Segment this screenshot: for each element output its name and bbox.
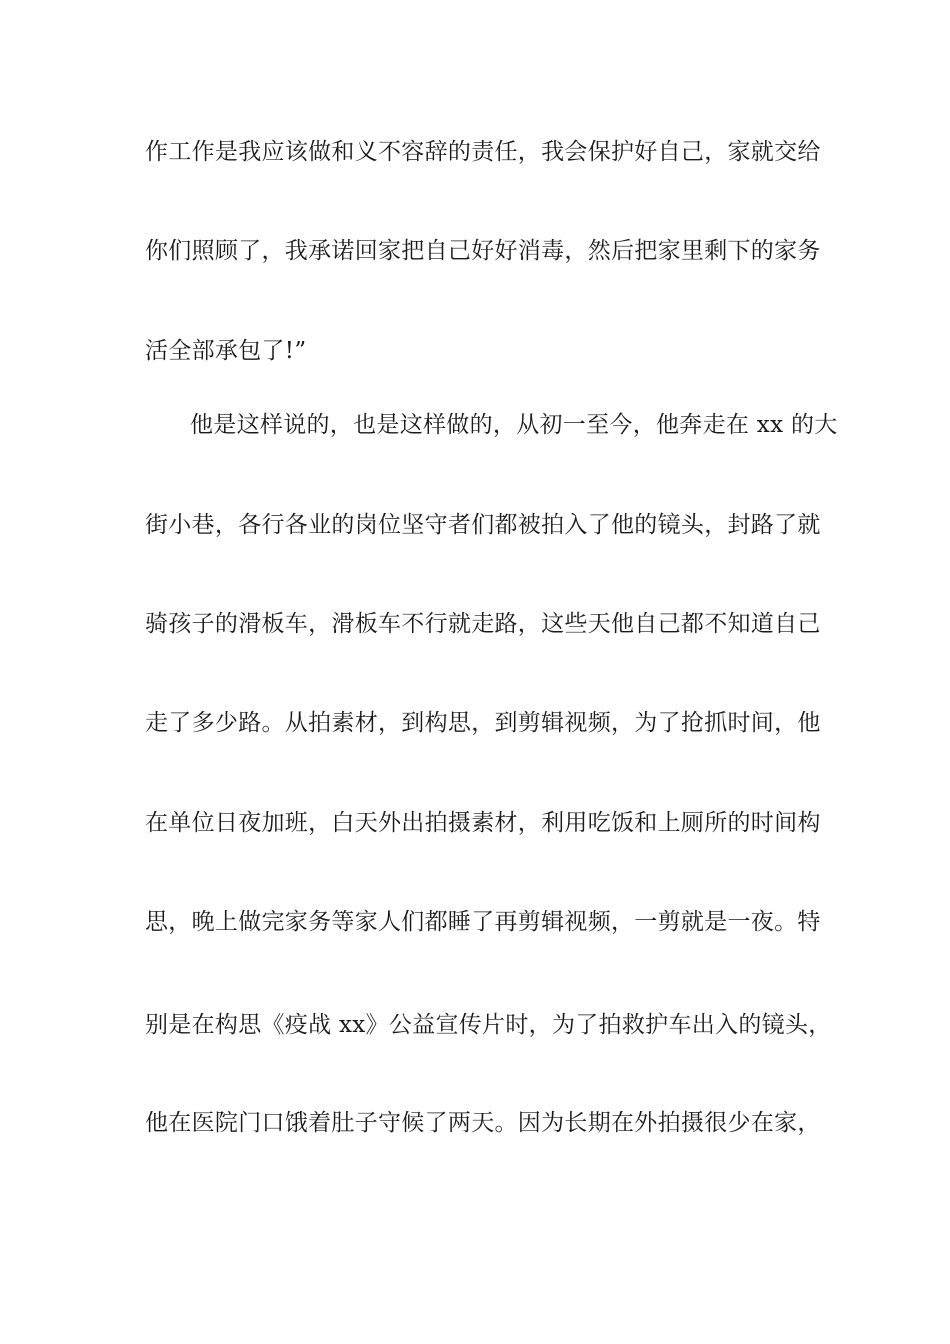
text-line: 街小巷，各行各业的岗位坚守者们都被拍入了他的镜头，封路了就 [145, 512, 821, 538]
text-line: 他在医院门口饿着肚子守候了两天。因为长期在外拍摄很少在家， [145, 1110, 821, 1136]
text-line: 你们照顾了，我承诺回家把自己好好消毒，然后把家里剩下的家务 [145, 238, 821, 264]
text-line: 在单位日夜加班，白天外出拍摄素材，利用吃饭和上厕所的时间构 [145, 810, 821, 836]
text-line: 思，晚上做完家务等家人们都睡了再剪辑视频，一剪就是一夜。特 [145, 909, 821, 935]
text-line: 活全部承包了!” [145, 338, 307, 364]
paragraph-first-line: 他是这样说的，也是这样做的，从初一至今，他奔走在 xx 的大 [190, 412, 838, 438]
text-line: 骑孩子的滑板车，滑板车不行就走路，这些天他自己都不知道自己 [145, 611, 821, 637]
text-line: 别是在构思《疫战 xx》公益宣传片时，为了拍救护车出入的镜头， [145, 1012, 832, 1038]
text-line: 作工作是我应该做和义不容辞的责任，我会保护好自己，家就交给 [145, 139, 821, 165]
text-line: 走了多少路。从拍素材，到构思，到剪辑视频，为了抢抓时间，他 [145, 710, 821, 736]
